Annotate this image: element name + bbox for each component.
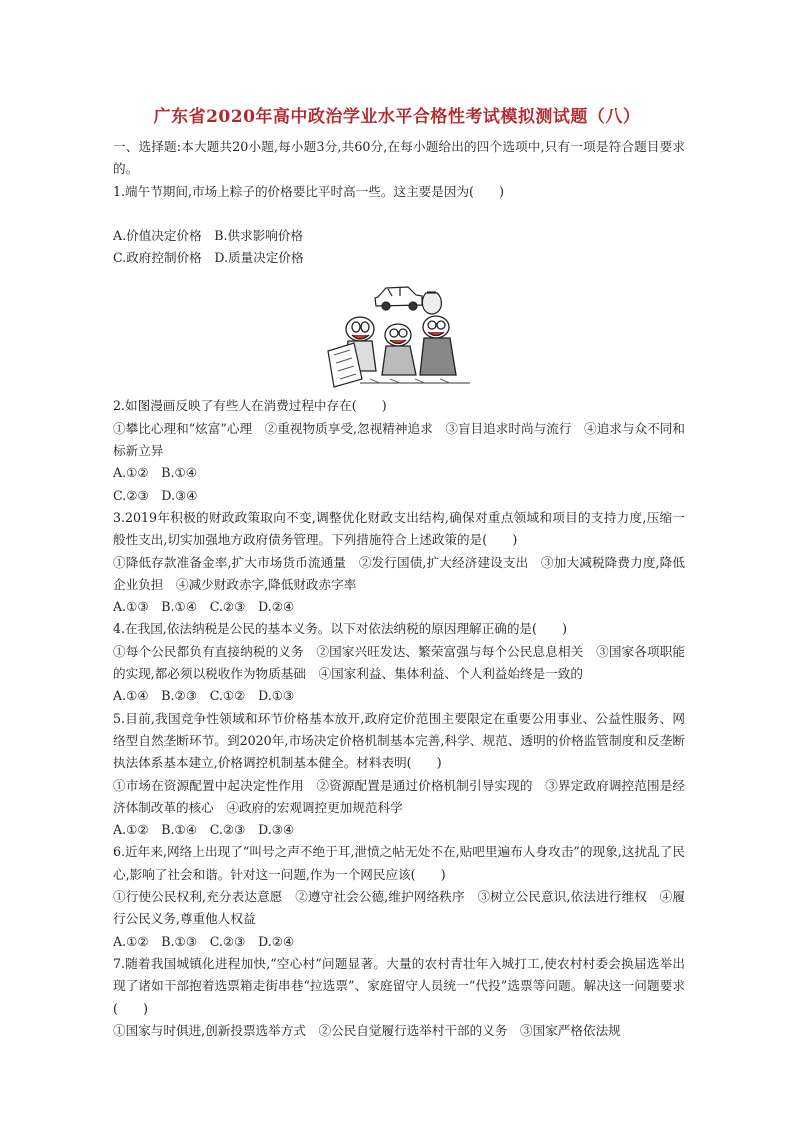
question-3-options: A.①③ B.①④ C.②③ D.②④ xyxy=(113,599,295,615)
question-4-stem: 4.在我国,依法纳税是公民的基本义务。以下对依法纳税的原因理解正确的是( ) xyxy=(113,621,568,637)
question-4-options: A.①④ B.②③ C.①② D.①③ xyxy=(113,688,295,704)
spacer xyxy=(113,203,685,225)
question-7-items: ①国家与时俱进,创新投票选举方式 ②公民自觉履行选举村干部的义务 ③国家严格依法规 xyxy=(113,1022,621,1038)
question-2-options-row-1: A.①② B.①④ xyxy=(113,465,198,481)
question-5-stem: 5.目前,我国竞争性领域和环节价格基本放开,政府定价范围主要限定在重要公用事业、公益性服务、网络型自然垄断环节。到2020年,市场决定价格机制基本完善,科学、规范、透明的价格监管制度和反垄断执法体系基本建立,价格调控机制基本健全。材料表明( ) xyxy=(113,710,685,771)
section-heading: 一、选择题:本大题共20小题,每小题3分,共60分,在每小题给出的四个选项中,只有一项是符合题目要求的。 xyxy=(113,139,685,177)
question-content xyxy=(113,136,685,1042)
question-5-options: A.①② B.①④ C.②③ D.③④ xyxy=(113,822,295,838)
question-3-items: ①降低存款准备金率,扩大市场货币流通量 ②发行国债,扩大经济建设支出 ③加大减税降费力度,降低企业负担 ④减少财政赤字,降低财政赤字率 xyxy=(113,554,685,592)
question-7-stem: 7.随着我国城镇化进程加快,“空心村”问题显著。大量的农村青壮年入城打工,使农村村委会换届选举出现了诸如干部抱着选票箱走街串巷“拉选票”、家庭留守人员统一“代投”选票等问题。解决这一问题要求( ) xyxy=(113,955,685,1016)
question-6-options: A.①② B.①③ C.②③ D.②④ xyxy=(113,933,295,949)
question-2-stem: 2.如图漫画反映了有些人在消费过程中存在( ) xyxy=(113,398,387,414)
car-icon xyxy=(375,287,422,310)
money-bag-icon xyxy=(422,292,441,314)
cartoon-figures xyxy=(346,316,456,375)
question-6-stem: 6.近年来,网络上出现了“叫号之声不绝于耳,泄愤之帖无处不在,贴吧里遍布人身攻击”的现象,这扰乱了民心,影响了社会和谐。针对这一问题,作为一个网民应该( ) xyxy=(113,844,685,882)
question-1-options-row-2: C.政府控制价格 D.质量决定价格 xyxy=(113,250,304,266)
question-4-items: ①每个公民都负有直接纳税的义务 ②国家兴旺发达、繁荣富强与每个公民息息相关 ③国家各项职能的实现,都必须以税收作为物质基础 ④国家利益、集体利益、个人利益始终是一致的 xyxy=(113,643,685,682)
question-2-items: ①攀比心理和“炫富”心理 ②重视物质享受,忽视精神追求 ③盲目追求时尚与流行 ④追求与众不同和标新立异 xyxy=(113,420,685,459)
question-1-stem: 1.端午节期间,市场上粽子的价格要比平时高一些。这主要是因为( ) xyxy=(113,183,505,199)
ground-hatch xyxy=(370,379,450,383)
page-title: 广东省2020年高中政治学业水平合格性考试模拟测试题（八） xyxy=(153,107,641,127)
cartoon-illustration xyxy=(320,279,478,391)
question-2-options-row-2: C.②③ D.③④ xyxy=(113,487,198,503)
question-3-stem: 3.2019年积极的财政政策取向不变,调整优化财政支出结构,确保对重点领域和项目的支持力度,压缩一般性支出,切实加强地方政府债务管理。下列措施符合上述政策的是( ) xyxy=(113,509,685,548)
question-1-options-row-1: A.价值决定价格 B.供求影响价格 xyxy=(113,227,304,243)
question-6-items: ①行使公民权利,充分表达意愿 ②遵守社会公德,维护网络秩序 ③树立公民意识,依法进行维权 ④履行公民义务,尊重他人权益 xyxy=(113,889,685,927)
question-5-items: ①市场在资源配置中起决定性作用 ②资源配置是通过价格机制引导实现的 ③界定政府调控范围是经济体制改革的核心 ④政府的宏观调控更加规范科学 xyxy=(113,777,685,815)
